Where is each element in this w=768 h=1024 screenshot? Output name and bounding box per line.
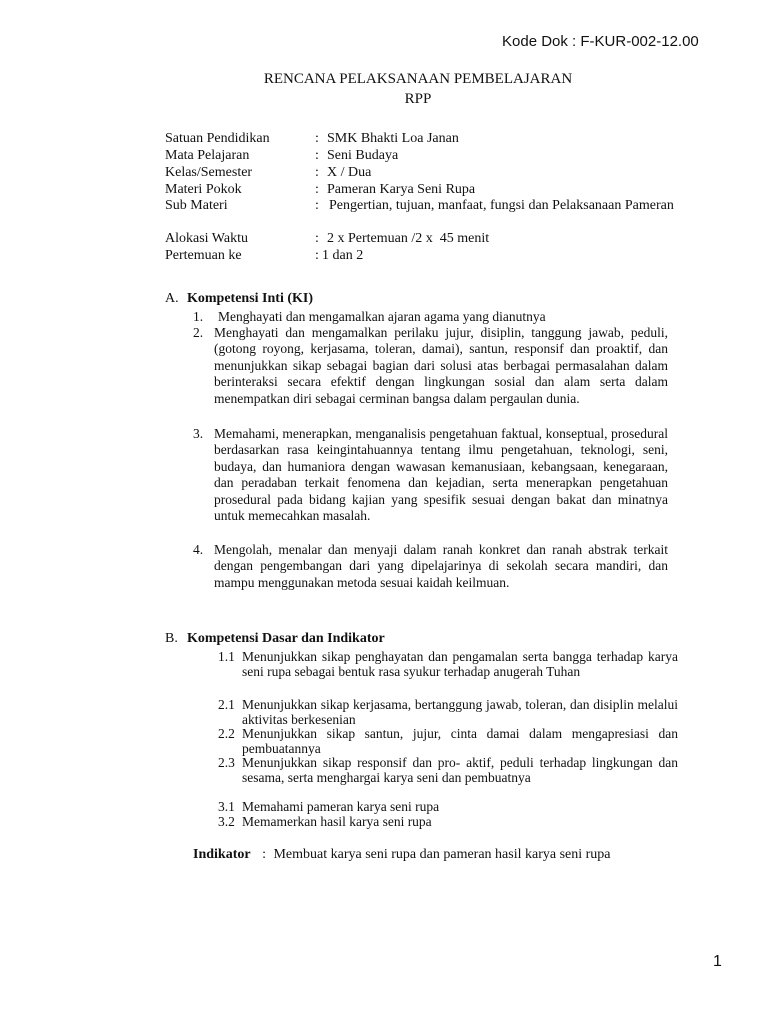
- list-item-text: Menghayati dan mengamalkan perilaku jujur, disiplin, tanggung jawab, peduli, (gotong royong, kerjasama, toleran, damai), santun, responsif dan proaktif, dan menunjukkan sikap sebagai bagian dari solusi atas berbagai permasalahan dalam berinteraksi secara efektif dengan lingkungan sosial dan alam serta dalam menempatkan diri sebagai cerminan bangsa dalam pergaulan dunia.: [214, 325, 668, 406]
- list-item-number: 1.1: [218, 649, 235, 664]
- list-item: [218, 756, 678, 785]
- list-item: [218, 815, 678, 830]
- list-item-text: Memamerkan hasil karya seni rupa: [242, 814, 432, 829]
- meta-colon: :: [315, 248, 319, 263]
- meta-label: Sub Materi: [165, 198, 228, 213]
- list-item-text: Menunjukkan sikap responsif dan pro- aktif, peduli terhadap lingkungan dan sesama, serta menghargai karya seni dan pembuatnya: [242, 755, 678, 785]
- meta-colon: :: [315, 182, 319, 197]
- list-item-text: Memahami, menerapkan, menganalisis pengetahuan faktual, konseptual, prosedural berdasarkan rasa keingintahuannya tentang ilmu pengetahuan, teknologi, seni, budaya, dan humaniora dengan wawasan kemanusiaan, kebangsaan, kenegaraan, dan peradaban terkait fenomena dan kejadian, serta menerapkan pengetahuan prosedural pada bidang kajian yang spesifik sesuai dengan bakat dan minatnya untuk memecahkan masalah.: [214, 426, 668, 524]
- section-letter: B.: [165, 631, 178, 646]
- meta-colon: :: [315, 165, 319, 180]
- list-item-text: Menunjukkan sikap kerjasama, bertanggung jawab, toleran, dan disiplin melalui aktivitas berkesenian: [242, 697, 678, 727]
- list-item: [193, 542, 668, 591]
- list-item: [193, 426, 668, 524]
- meta-colon: :: [315, 231, 319, 246]
- list-item-number: 3.2: [218, 814, 235, 829]
- list-item-number: 2.: [193, 325, 204, 340]
- indikator-line: [193, 847, 611, 863]
- list-item-text: Mengolah, menalar dan menyaji dalam ranah konkret dan ranah abstrak terkait dengan pengembangan dari yang dipelajarinya di sekolah secara mandiri, dan mampu menggunakan metoda sesuai kaidah keilmuan.: [214, 542, 668, 590]
- indikator-colon: :: [262, 847, 266, 862]
- list-item-number: 4.: [193, 542, 204, 557]
- list-item: [218, 650, 678, 679]
- meta-label: Mata Pelajaran: [165, 148, 250, 163]
- meta-value: Pengertian, tujuan, manfaat, fungsi dan Pelaksanaan Pameran: [329, 198, 674, 213]
- meta-label: Kelas/Semester: [165, 165, 253, 180]
- list-item-number: 2.2: [218, 726, 235, 741]
- list-item-number: 2.1: [218, 697, 235, 712]
- document-subtitle: RPP: [404, 91, 432, 107]
- list-item-number: 2.3: [218, 755, 235, 770]
- section-b-heading: [165, 631, 385, 647]
- list-item-text: Menunjukkan sikap penghayatan dan pengamalan serta bangga terhadap karya seni rupa sebagai bentuk rasa syukur terhadap anugerah Tuhan: [242, 649, 678, 679]
- meta-colon: :: [315, 148, 319, 163]
- section-title: Kompetensi Inti (KI): [187, 291, 313, 306]
- list-item-number: 3.1: [218, 799, 235, 814]
- indikator-label: Indikator: [193, 847, 251, 862]
- list-item: [193, 325, 668, 407]
- list-item-number: 3.: [193, 426, 204, 441]
- page-number: 1: [713, 953, 722, 970]
- list-item-text: Memahami pameran karya seni rupa: [242, 799, 440, 814]
- section-a-heading: [165, 291, 313, 307]
- meta-value: X / Dua: [327, 165, 372, 180]
- meta-value: 2 x Pertemuan /2 x 45 menit: [327, 231, 490, 246]
- list-item-text: Menunjukkan sikap santun, jujur, cinta damai dalam mengapresiasi dan pembuatannya: [242, 726, 678, 756]
- meta-label: Satuan Pendidikan: [165, 131, 270, 146]
- meta-value: 1 dan 2: [322, 248, 364, 263]
- meta-colon: :: [315, 198, 319, 213]
- meta-label: Materi Pokok: [165, 182, 242, 197]
- list-item: [218, 698, 678, 727]
- list-item: [218, 727, 678, 756]
- document-code: Kode Dok : F-KUR-002-12.00: [502, 33, 699, 50]
- meta-label: Pertemuan ke: [165, 248, 242, 263]
- section-title: Kompetensi Dasar dan Indikator: [187, 631, 385, 646]
- meta-value: SMK Bhakti Loa Janan: [327, 131, 459, 146]
- list-item-text: Menghayati dan mengamalkan ajaran agama yang dianutnya: [218, 309, 546, 324]
- list-item: [193, 309, 668, 325]
- meta-label: Alokasi Waktu: [165, 231, 248, 246]
- meta-value: Pameran Karya Seni Rupa: [327, 182, 476, 197]
- list-item-number: 1.: [193, 309, 204, 324]
- meta-colon: :: [315, 131, 319, 146]
- section-letter: A.: [165, 291, 179, 306]
- document-title: RENCANA PELAKSANAAN PEMBELAJARAN: [263, 71, 573, 87]
- meta-value: Seni Budaya: [327, 148, 399, 163]
- list-item: [218, 800, 678, 815]
- indikator-text: Membuat karya seni rupa dan pameran hasil karya seni rupa: [273, 847, 611, 862]
